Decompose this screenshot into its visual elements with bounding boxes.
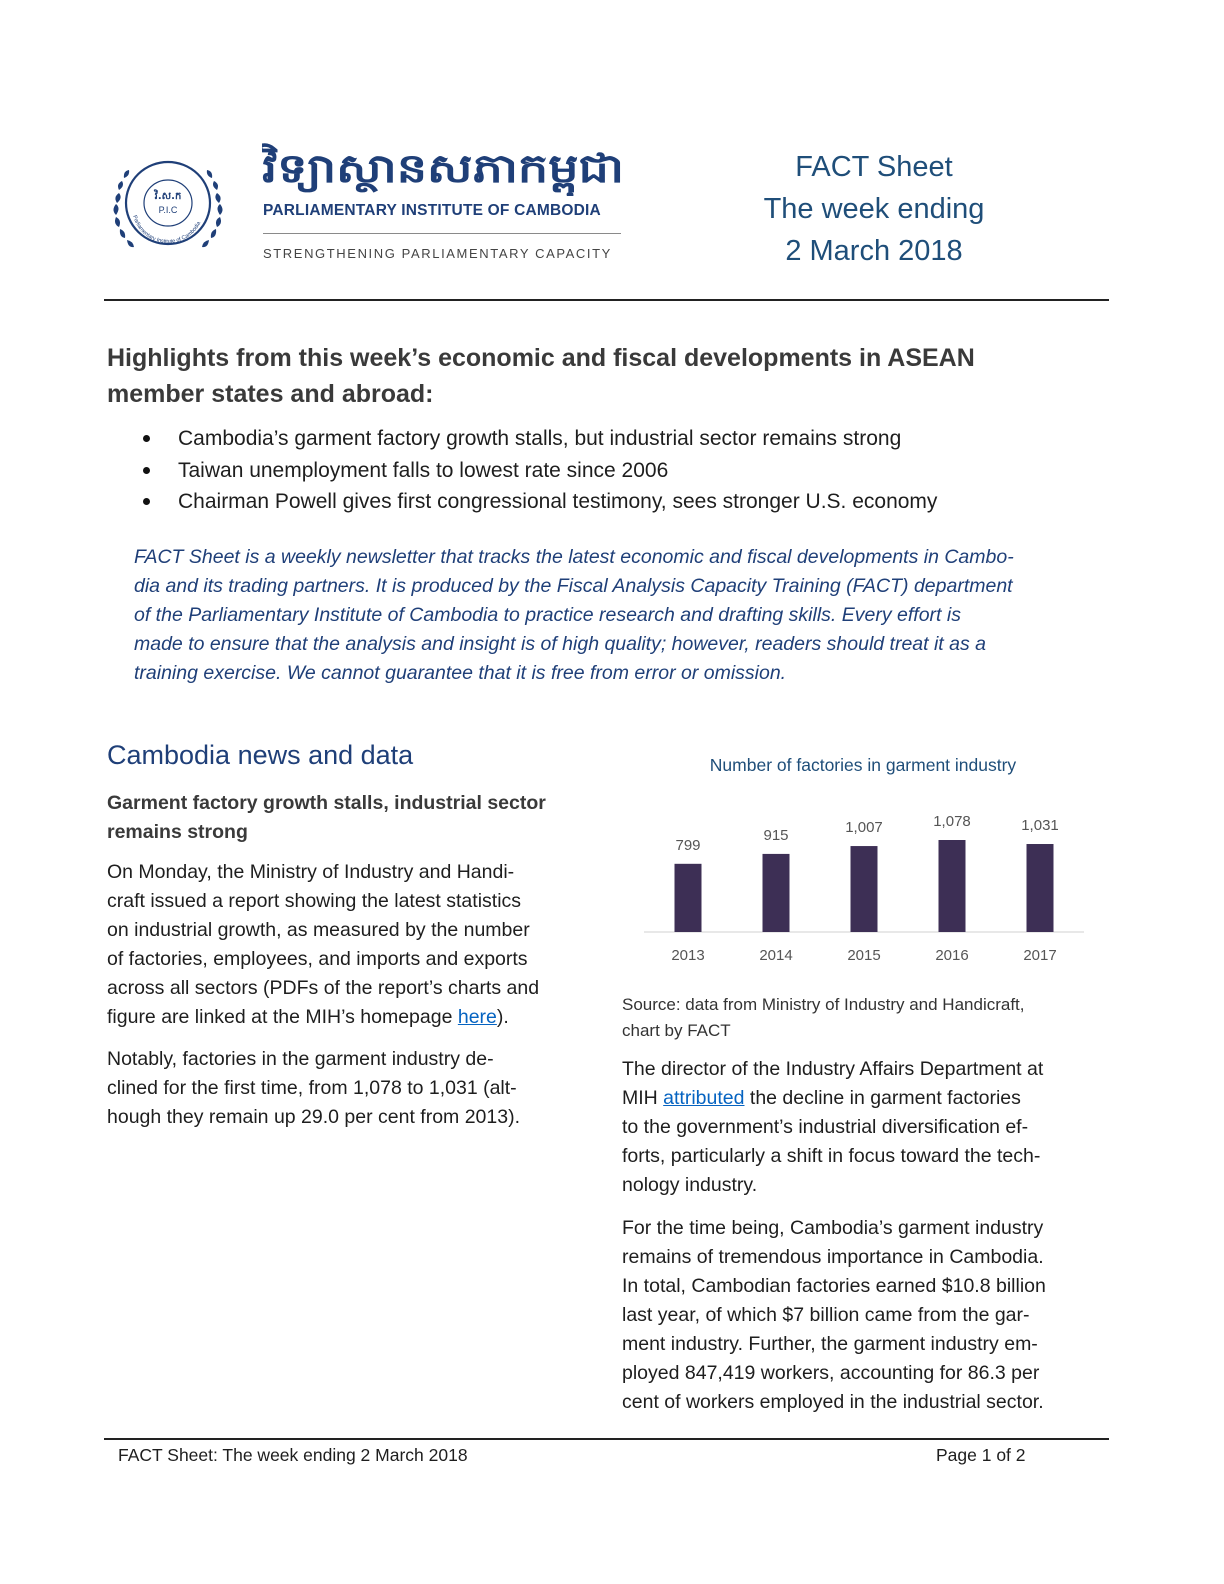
intro-line: of the Parliamentary Institute of Cambodia to practice research and drafting skills. Every effort is (134, 604, 961, 626)
x-tick-label-2015: 2015 (847, 947, 881, 964)
x-tick-label-2013: 2013 (671, 947, 705, 964)
paragraph-line: hough they remain up 29.0 per cent from 2013). (107, 1106, 521, 1128)
paragraph-line: last year, of which $7 billion came from the gar- (622, 1304, 1030, 1326)
paragraph-line: For the time being, Cambodia’s garment industry (622, 1217, 1044, 1239)
data-label-2017: 1,031 (1021, 817, 1059, 835)
article-title-line: Garment factory growth stalls, industrial sector (107, 792, 546, 814)
institute-seal-logo (105, 143, 231, 265)
article-title (107, 789, 587, 847)
paragraph-line: on industrial growth, as measured by the number (107, 919, 530, 941)
x-tick-label-2014: 2014 (759, 947, 793, 964)
data-label-2013: 799 (675, 836, 701, 854)
article-paragraph-2 (107, 1045, 520, 1132)
footer-title: FACT Sheet: The week ending 2 March 2018 (118, 1445, 468, 1465)
paragraph-line: craft issued a report showing the latest statistics (107, 890, 522, 912)
institute-tagline: STRENGTHENING PARLIAMENTARY CAPACITY (263, 246, 612, 261)
paragraph-line: clined for the first time, from 1,078 to 1,031 (alt- (107, 1077, 517, 1099)
newsletter-intro (134, 543, 1099, 688)
list-item (139, 455, 937, 487)
paragraph-text: MIH (622, 1087, 664, 1109)
chart-source (622, 992, 1025, 1044)
data-label-2015: 1,007 (845, 819, 883, 837)
highlights-heading-line: Highlights from this week’s economic and fiscal developments in ASEAN (107, 344, 975, 372)
article-paragraph-3 (622, 1055, 1043, 1200)
bar-2014 (763, 854, 790, 932)
paragraph-text: figure are linked at the MIH’s homepage (107, 1006, 458, 1028)
svg-text:P.I.C: P.I.C (158, 205, 178, 215)
paragraph-line: ment industry. Further, the garment industry em- (622, 1333, 1038, 1355)
bar-2016 (939, 840, 966, 932)
title-line-3: 2 March 2018 (785, 235, 963, 267)
highlights-heading-line: member states and abroad: (107, 380, 434, 408)
paragraph-line: to the government’s industrial diversification ef- (622, 1116, 1029, 1138)
bullet-icon (143, 435, 150, 442)
paragraph-line: across all sectors (PDFs of the report’s charts and (107, 977, 540, 999)
list-item (139, 423, 937, 455)
highlights-heading (107, 340, 1067, 412)
list-item-text: Chairman Powell gives first congressional testimony, sees stronger U.S. economy (178, 490, 938, 513)
paragraph-text: the decline in garment factories (744, 1087, 1021, 1109)
title-line-2: The week ending (763, 193, 985, 225)
article-paragraph-4 (622, 1214, 1046, 1417)
bullet-icon (143, 498, 150, 505)
section-heading: Cambodia news and data (107, 740, 414, 770)
list-item-text: Taiwan unemployment falls to lowest rate since 2006 (178, 458, 669, 482)
khmer-institute-title (262, 138, 632, 196)
intro-line: training exercise. We cannot guarantee that it is free from error or omission. (134, 662, 787, 684)
title-line-1: FACT Sheet (795, 151, 953, 183)
svg-text:Parliamentary Institute of Cam: Parliamentary Institute of Cambodia (131, 214, 203, 246)
mih-homepage-link[interactable]: here (457, 1006, 497, 1028)
paragraph-line: The director of the Industry Affairs Department at (622, 1058, 1044, 1080)
article-title-line: remains strong (107, 821, 248, 843)
bullet-icon (143, 467, 150, 474)
svg-text:វិទ្យាស្ថានសភាកម្ពុជា: វិទ្យាស្ថានសភាកម្ពុជា (262, 146, 566, 192)
page-number: Page 1 of 2 (936, 1445, 1026, 1465)
list-item (139, 486, 937, 518)
chart-source-line: Source: data from Ministry of Industry and Handicraft, (622, 995, 1025, 1014)
paragraph-line: nology industry. (622, 1174, 758, 1196)
highlights-list (139, 423, 937, 518)
paragraph-line: remains of tremendous importance in Cambodia. (622, 1246, 1044, 1268)
chart-title: Number of factories in garment industry (709, 755, 1017, 775)
paragraph-line (622, 1084, 1043, 1113)
bar-2013 (675, 864, 702, 932)
chart-source-line: chart by FACT (622, 1021, 731, 1040)
intro-line: FACT Sheet is a weekly newsletter that tracks the latest economic and fiscal developments in Cambo- (134, 546, 1014, 568)
list-item-text: Cambodia’s garment factory growth stalls, but industrial sector remains strong (178, 427, 902, 450)
x-tick-label-2016: 2016 (935, 947, 969, 964)
intro-line: dia and its trading partners. It is produced by the Fiscal Analysis Capacity Training (FACT) department (134, 575, 1013, 597)
intro-line: made to ensure that the analysis and insight is of high quality; however, readers should treat it as a (134, 633, 987, 655)
bar-2017 (1027, 844, 1054, 932)
fact-sheet-title (724, 146, 1024, 272)
svg-text:វិ.ស.ក: វិ.ស.ក (154, 191, 182, 202)
institute-name: PARLIAMENTARY INSTITUTE OF CAMBODIA (263, 202, 601, 219)
paragraph-line: of factories, employees, and imports and exports (107, 948, 528, 970)
paragraph-line: On Monday, the Ministry of Industry and Handi- (107, 861, 515, 883)
attributed-link[interactable]: attributed (663, 1087, 745, 1109)
footer-divider (104, 1438, 1109, 1440)
paragraph-line: forts, particularly a shift in focus toward the tech- (622, 1145, 1041, 1167)
paragraph-line: In total, Cambodian factories earned $10.8 billion (622, 1275, 1046, 1297)
bar-2015 (851, 846, 878, 932)
paragraph-line: ployed 847,419 workers, accounting for 86.3 per (622, 1362, 1040, 1384)
paragraph-line: Notably, factories in the garment industry de- (107, 1048, 494, 1070)
header-divider (104, 299, 1109, 301)
article-paragraph-1 (107, 858, 539, 1032)
logo-divider (263, 233, 621, 234)
x-tick-label-2017: 2017 (1023, 947, 1057, 964)
data-label-2014: 915 (763, 826, 789, 844)
data-label-2016: 1,078 (933, 813, 971, 830)
garment-factories-bar-chart (622, 790, 1104, 980)
paragraph-line: cent of workers employed in the industrial sector. (622, 1391, 1044, 1413)
paragraph-line (107, 1003, 539, 1032)
paragraph-text: ). (496, 1006, 509, 1028)
